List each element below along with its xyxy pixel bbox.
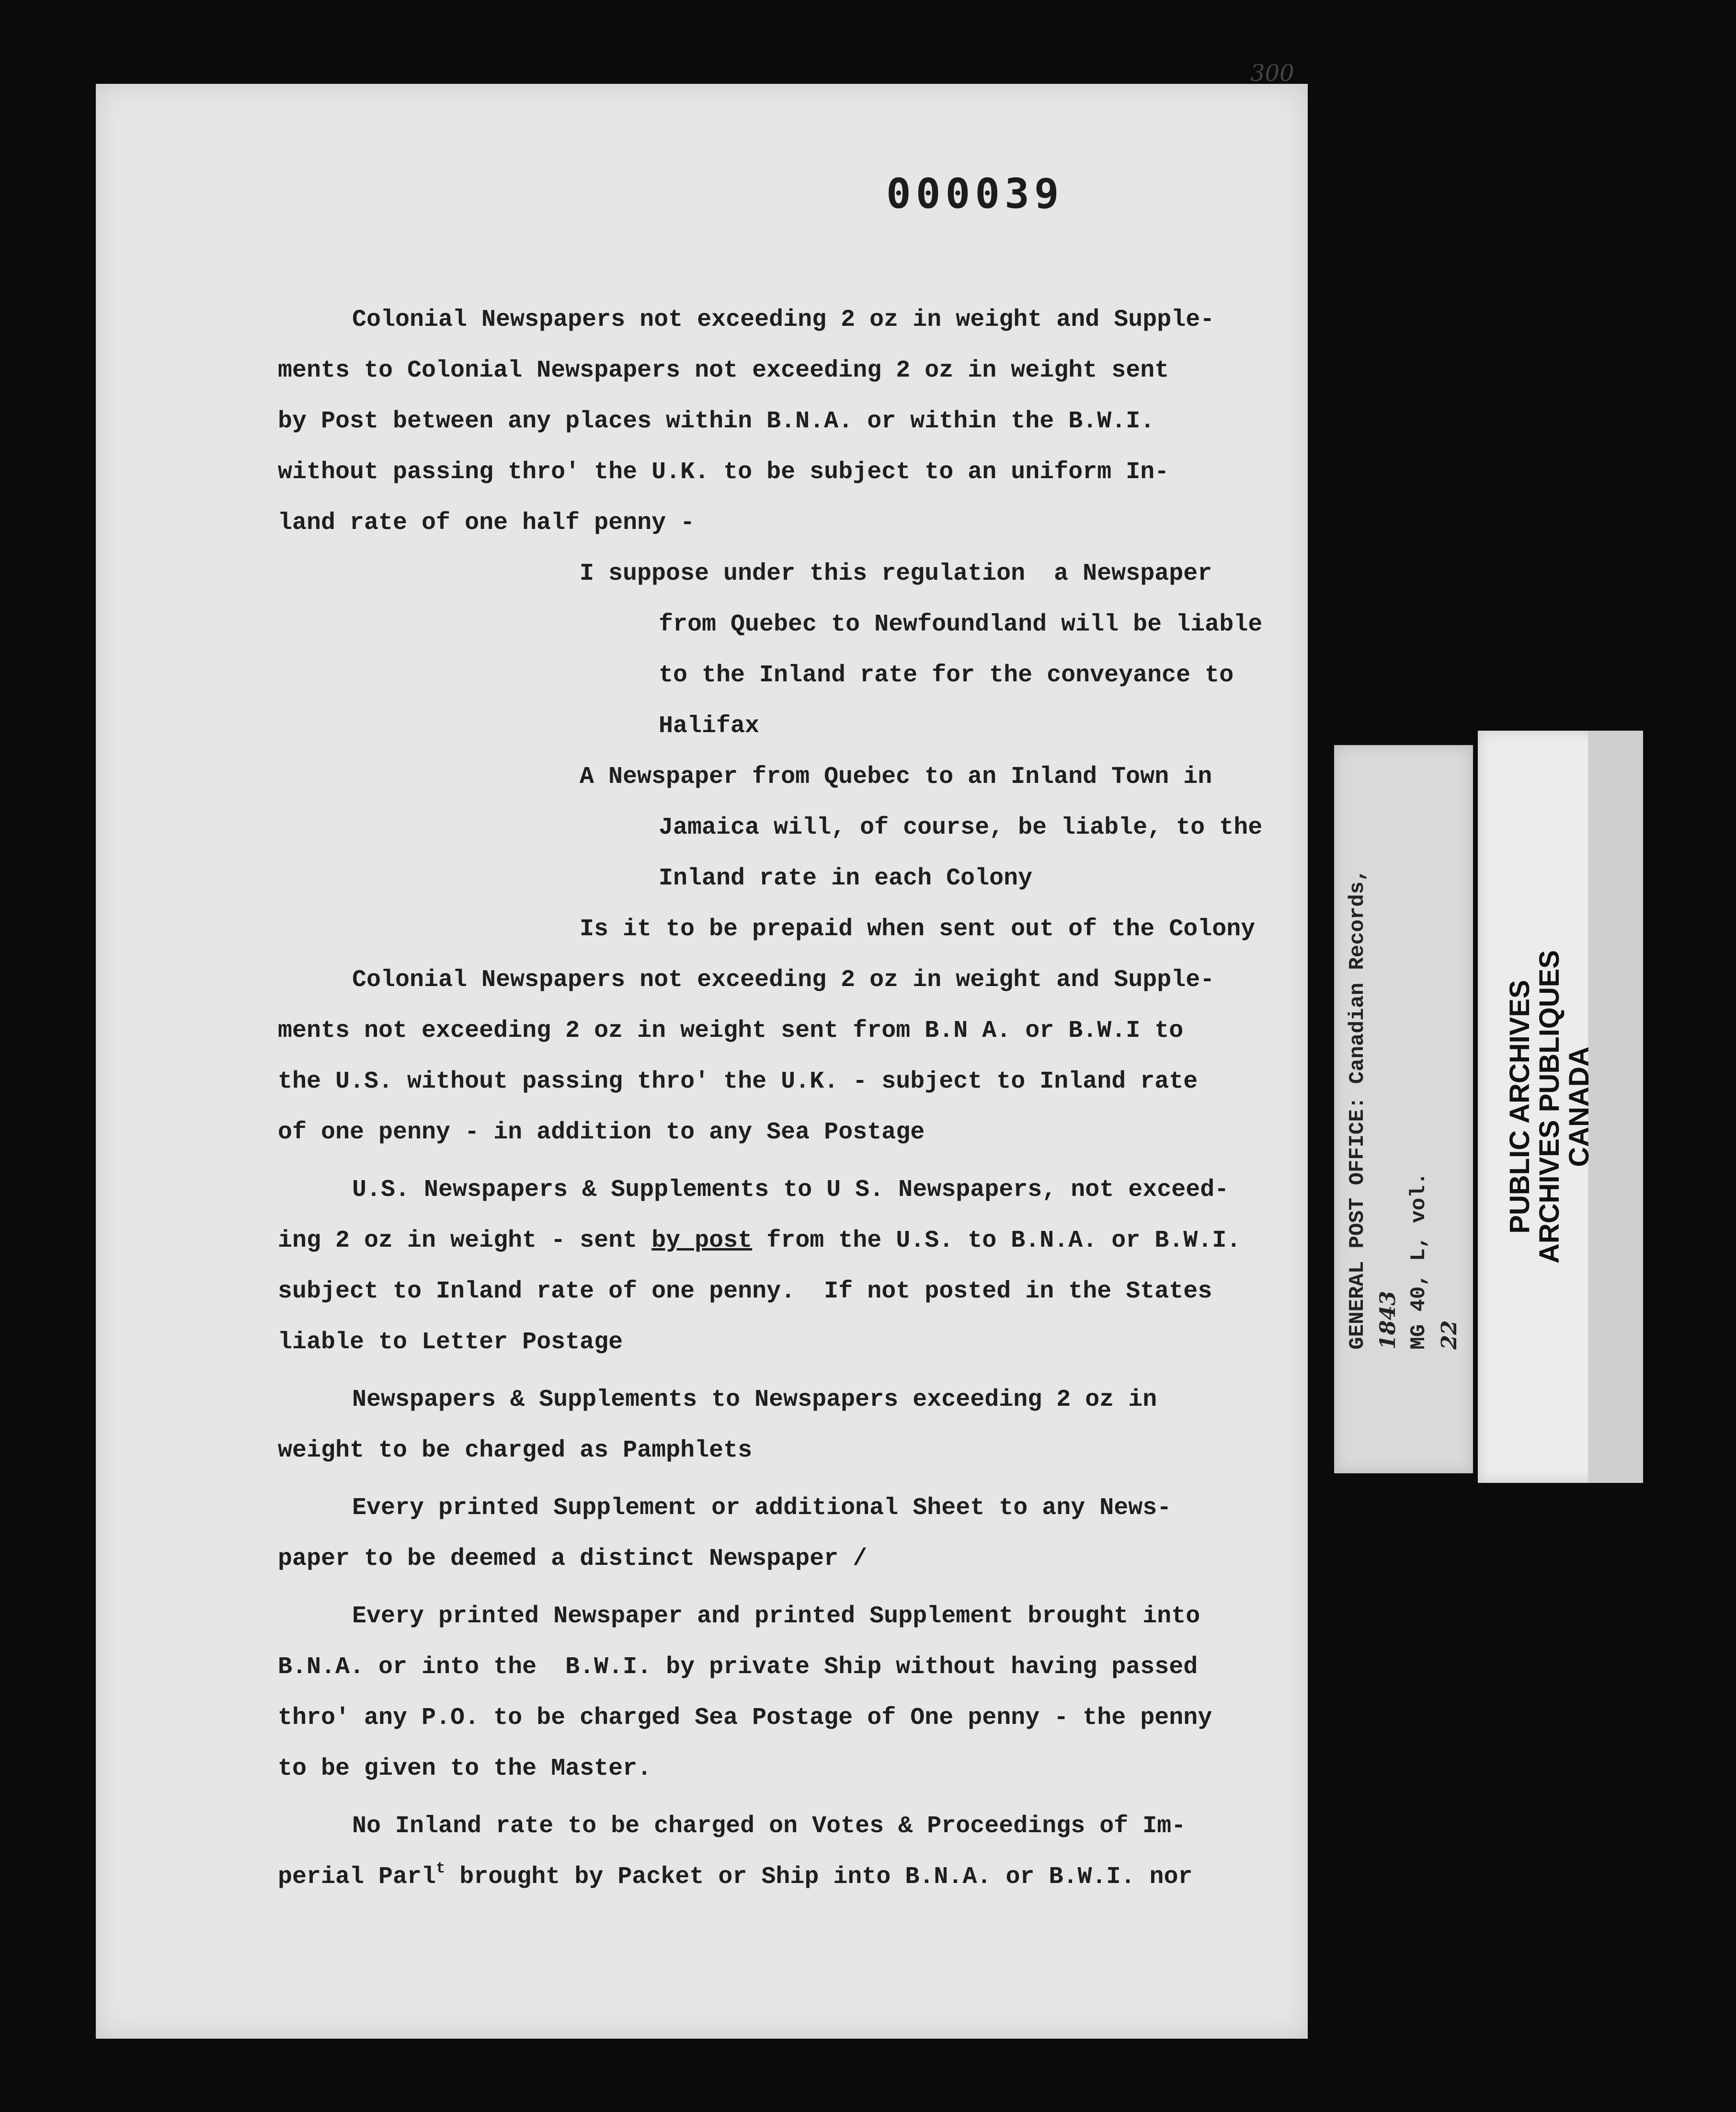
text-line: of one penny - in addition to any Sea Postage (278, 1119, 925, 1146)
text-line: Halifax (659, 712, 760, 740)
superscript: t (436, 1859, 445, 1877)
archives-label-text (1505, 950, 1594, 1263)
gpo-series-title: GENERAL POST OFFICE: Canadian Records, (1346, 869, 1370, 1350)
gpo-record-label (1334, 745, 1473, 1473)
handwritten-volume: 22 (1437, 1320, 1462, 1350)
text-line (96, 1216, 1308, 1266)
paragraph (96, 1165, 1308, 1368)
archives-line-country: CANADA (1564, 1046, 1595, 1167)
document-body (96, 295, 1308, 1903)
archives-line-en: PUBLIC ARCHIVES (1504, 980, 1535, 1234)
gpo-label-text (1342, 869, 1465, 1349)
typewritten-page (96, 60, 1308, 2039)
text-line: to be given to the Master. (278, 1755, 652, 1782)
text-line: Colonial Newspapers not exceeding 2 oz in weight and Supple- (352, 966, 1215, 994)
text-line: Newspapers & Supplements to Newspapers exceeding 2 oz in (352, 1386, 1157, 1413)
text-line: I suppose under this regulation a Newspaper (580, 560, 1212, 587)
label-band (1588, 731, 1643, 1483)
text-line: subject to Inland rate of one penny. If not posted in the States (278, 1278, 1212, 1305)
text-fragment: from the U.S. to B.N.A. or B.W.I. (752, 1227, 1241, 1254)
text-line: paper to be deemed a distinct Newspaper / (278, 1545, 868, 1573)
document-stamp-number: 000039 (886, 170, 1064, 218)
gpo-volume-prefix: MG 40, L, vol. (1407, 1172, 1431, 1350)
paragraph (96, 295, 1308, 549)
text-line: liable to Letter Postage (278, 1329, 623, 1356)
text-line: land rate of one half penny - (278, 509, 695, 537)
gpo-label-line (1404, 869, 1465, 1349)
paragraph (96, 1375, 1308, 1476)
text-line (96, 1852, 1308, 1903)
paragraph (96, 1483, 1308, 1584)
underlined-phrase: by post (651, 1227, 753, 1254)
paragraph (96, 955, 1308, 1158)
text-line: weight to be charged as Pamphlets (278, 1437, 753, 1464)
handwritten-page-number: 300 (1250, 60, 1294, 87)
text-line: the U.S. without passing thro' the U.K. - subject to Inland rate (278, 1068, 1198, 1095)
paragraph (96, 1591, 1308, 1794)
text-line: Inland rate in each Colony (659, 865, 1033, 892)
public-archives-label (1478, 731, 1643, 1483)
text-line: U.S. Newspapers & Supplements to U S. Newspapers, not exceed- (352, 1176, 1229, 1204)
handwritten-year: 1843 (1376, 1291, 1400, 1350)
text-line: Is it to be prepaid when sent out of the Colony (580, 916, 1256, 943)
text-fragment: brought by Packet or Ship into B.N.A. or B.W.I. nor (445, 1863, 1193, 1891)
text-line: by Post between any places within B.N.A. or within the B.W.I. (278, 408, 1155, 435)
text-line: thro' any P.O. to be charged Sea Postage of One penny - the penny (278, 1704, 1212, 1732)
text-line: Colonial Newspapers not exceeding 2 oz in weight and Supple- (352, 306, 1215, 333)
query-note (96, 752, 1308, 955)
text-line: ments to Colonial Newspapers not exceeding 2 oz in weight sent (278, 357, 1169, 384)
archives-line-fr: ARCHIVES PUBLIQUES (1534, 950, 1565, 1264)
text-fragment: ing 2 oz in weight - sent (278, 1227, 652, 1254)
text-line: to the Inland rate for the conveyance to (659, 662, 1234, 689)
text-line: No Inland rate to be charged on Votes & Proceedings of Im- (352, 1813, 1186, 1840)
text-fragment: perial Parl (278, 1863, 436, 1891)
text-line: Every printed Newspaper and printed Supplement brought into (352, 1603, 1200, 1630)
gpo-label-line (1342, 869, 1404, 1349)
text-line: from Quebec to Newfoundland will be liable (659, 611, 1263, 638)
text-line: Every printed Supplement or additional Sheet to any News- (352, 1494, 1172, 1522)
text-line: Jamaica will, of course, be liable, to the (659, 814, 1263, 841)
paragraph (96, 1801, 1308, 1903)
query-note (96, 549, 1308, 752)
text-line: without passing thro' the U.K. to be subject to an uniform In- (278, 459, 1169, 486)
text-line: B.N.A. or into the B.W.I. by private Ship without having passed (278, 1653, 1198, 1681)
text-line: ments not exceeding 2 oz in weight sent from B.N A. or B.W.I to (278, 1017, 1184, 1045)
text-line: A Newspaper from Quebec to an Inland Town in (580, 763, 1212, 791)
